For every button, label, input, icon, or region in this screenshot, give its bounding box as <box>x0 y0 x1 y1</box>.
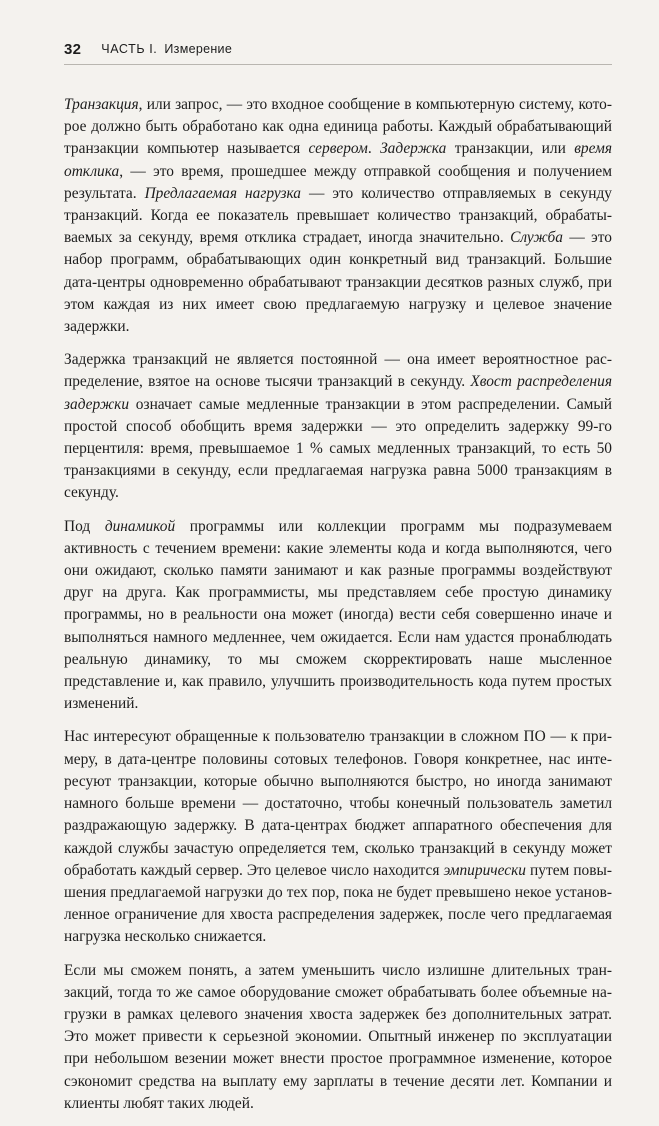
text-run: программы или коллекции программ мы подразумеваем активность с течением времени: какие элементы кода и когда выполняются, чего они ожидают, сколько памяти занимают и как разные программы воздействуют друг на друга. Как программисты, мы представляем себе простую динамику программы, но в реальности она может (иногда) вести себя совершенно иначе и выполняться намного медленнее, чем ожидается. Если нам удастся пронаблюдать реальную динамику, то мы сможем скорректировать наше мысленное представление и, как правило, улучшить производительность кода путем простых изменений. <box>64 517 612 713</box>
chapter-title: Измерение <box>164 42 233 56</box>
text-run: Под <box>64 517 105 535</box>
text-run: Если мы сможем понять, а затем уменьшить число излишне длительных транзакций, тогда то же самое оборудование сможет обрабатывать более объемные нагрузки в рамках целевого значения хвоста задержек без дополнительных затрат. Это может привести к серьезной экономии. Опытный инженер по эксплуатации при небольшом везении может внести простое программное изменение, которое сэкономит средства на выплату ему зарплаты в течение десяти лет. Компании и клиенты любят таких людей. <box>64 961 612 1112</box>
text-run: Нас интересуют обращенные к пользователю транзакции в сложном ПО — к примеру, в дата-центре половины сотовых телефонов. Говоря конкретнее, нас интересуют транзакции, которые обычно выполняются быстро, но иногда занимают намного больше времени — достаточно, чтобы конечный пользователь заметил раздражающую задержку. В дата-центрах бюджет аппаратного обеспечения для каждой службы зачастую определяется тем, сколько транзакций в секунду может обработать каждый сервер. Это целевое число находится <box>64 728 612 879</box>
paragraph-latency-tail <box>64 349 612 504</box>
running-header <box>64 34 612 65</box>
body-text <box>64 94 612 1126</box>
italic-term: время отклика <box>64 140 612 180</box>
text-run: путем повышения предлагаемой нагрузки до тех пор, пока не будет превышено некое установленное ограничение для хвоста распределения задержек, после чего предлагаемая нагрузка несколько снижается. <box>64 861 613 946</box>
text-run: — это набор программ, обрабатывающих один конкретный вид транзакций. Большие дата-центры одновременно обрабатывают транзакции десятков разных служб, при этом каждая из них имеет свою предлагаемую нагрузку и целевое значение задержки. <box>64 229 612 336</box>
paragraph-transaction <box>64 94 612 338</box>
paragraph-user-transactions <box>64 726 612 948</box>
text-run: транзакции, или <box>446 140 575 158</box>
italic-term: сервером <box>308 140 368 158</box>
italic-term: Задержка <box>380 140 447 158</box>
italic-term: эмпирически <box>443 861 526 879</box>
italic-term: Хвост распределения задержки <box>64 373 612 413</box>
text-run: , или запрос, — это входное сообщение в компьютерную систему, которое должно быть обработано как одна единица работы. Каждый обрабатывающий транзакции компьютер называется <box>64 96 612 158</box>
text-run: . <box>367 140 381 158</box>
paragraph-savings <box>64 960 612 1115</box>
text-run: , — это время, прошедшее между отправкой сообщения и получением результата. <box>64 162 612 202</box>
page-number: 32 <box>64 40 82 58</box>
paragraph-dynamics <box>64 516 612 716</box>
italic-term: Транзакция <box>64 96 139 113</box>
text-run: — это количество отправляемых в секунду транзакций. Когда ее показатель превышает количество транзакций, обрабатываемых за секунду, время отклика страдает, иногда значительно. <box>64 184 612 247</box>
text-run: Задержка транзакций не является постоянной — она имеет вероятностное распределение, взятое на основе тысячи транзакций в секунду. <box>64 351 612 391</box>
italic-term: Служба <box>510 229 563 247</box>
text-run: означает самые медленные транзакции в этом распределении. Самый простой способ обобщить время задержки — это определить задержку 99-го перцентиля: время, превышаемое 1 % самых медленных транзакций, то есть 50 транзакциями в секунду, если предлагаемая нагрузка равна 5000 транзакциям в секунду. <box>64 395 612 502</box>
italic-term: динамикой <box>104 517 176 535</box>
italic-term: Предлагаемая нагрузка <box>144 184 301 202</box>
part-label: ЧАСТЬ I. <box>101 42 158 56</box>
